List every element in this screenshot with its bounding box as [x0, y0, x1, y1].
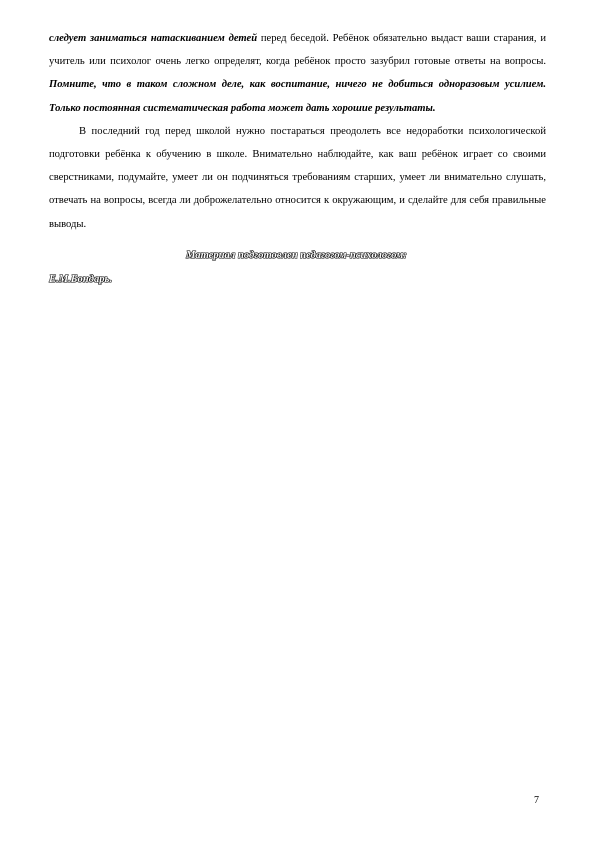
emphasis-run-conclusion: Помните, что в таком сложном деле, как воспитание, ничего не добиться одноразовым усилием. Только постоянная систематическая работа может дать хорошие результаты. — [49, 79, 546, 114]
signature-name: Е.М.Бондарь. — [49, 274, 113, 285]
signature-line: Материал подготовлен педагогом-психологом: — [186, 250, 407, 261]
page-number: 7 — [534, 795, 539, 806]
paragraph-1 — [49, 27, 546, 120]
emphasis-run: следует заниматься натаскиванием детей — [49, 33, 258, 44]
paragraph-2: В последний год перед школой нужно постараться преодолеть все недоработки психологической подготовки ребёнка к обучению в школе. Внимательно наблюдайте, как ваш ребёнок играет со своими сверстниками, подумайте, умеет ли он подчиняться требованиям старших, умеет ли внимательно слушать, отвечать на вопросы, всегда ли доброжелательно относится к окружающим, и сделайте для себя правильные выводы. — [49, 125, 546, 230]
body-text — [49, 27, 546, 236]
plain-run: перед беседой. Ребёнок обязательно выдаст ваши старания, и учитель или психолог очень легко определят, когда ребёнок просто зазубрил готовые ответы на вопросы. — [49, 33, 546, 68]
